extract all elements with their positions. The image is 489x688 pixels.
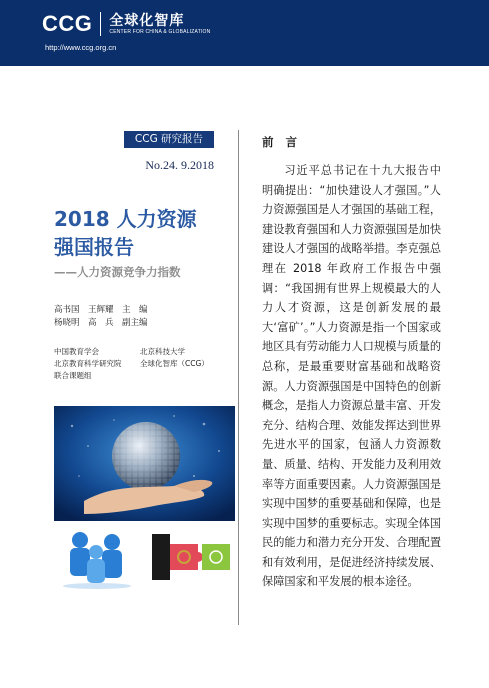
org-name: 北京教育科学研究院 [54,359,122,368]
editors-line: 杨晓明 高 兵 副主编 [54,318,148,328]
editors-block [54,304,148,330]
report-subtitle: ——人力资源竞争力指数 [54,265,181,279]
website-url: http://www.ccg.org.cn [45,43,117,52]
logo-en-text: CENTER FOR CHINA & GLOBALIZATION [109,28,211,35]
org-name: 中国教育学会 [54,347,99,356]
preface-body: 习近平总书记在十九大报告中明确提出：“加快建设人才强国。”人力资源强国是人才强国的基础工程，建设教育强国和人力资源强国是加快建设人才强国的战略举措。李克强总理在 2018 年政府工作报告中强调：“我国拥有世界上规模最大的人力人才资源，这是创新发展的最大‘富矿’。”人力资源是指一个国家或地区具有劳动能力人口规模与质量的总称，是最重要财富基础和战略资源。人力资源强国是中国特色的创新概念，是指人力资源总量丰富、开发充分、结构合理、效能发挥达到世界先进水平的国家，包涵人力资源数量、质量、结构、开发能力及利用效率等方面重要因素。人力资源强国是实现中国梦的重要基础和保障，也是实现中国梦的重要标志。实现全体国民的能力和潜力充分开发、合理配置和有效利用，是促进经济持续发展、保障国家和平发展的根本途径。 [262,164,442,589]
org-row [54,346,209,358]
logo-ccg-text: CCG [42,11,93,36]
organizations-block [54,346,209,382]
report-title [54,205,234,261]
logo-divider [100,12,101,36]
report-title-line2: 强国报告 [54,235,134,259]
org-name: 联合课题组 [54,371,92,380]
globe-in-hand-image [54,406,235,521]
logo-cn-text: 全球化智库 [109,12,185,29]
ccg-logo [42,11,210,37]
column-divider [238,130,239,625]
logo-right [109,13,210,36]
org-name: 全球化智库（CCG） [140,359,209,368]
org-name: 北京科技大学 [140,347,185,356]
report-title-line1: 2018 人力资源 [54,207,197,231]
preface-title: 前 言 [262,135,302,149]
report-series-badge: CCG 研究报告 [124,131,214,148]
org-row [54,370,209,382]
header-banner [0,0,489,66]
people-figures-image [54,526,140,591]
editors-line: 高书国 王辉耀 主 编 [54,305,148,315]
issue-number: No.24. 9.2018 [145,158,214,172]
org-row [54,358,209,370]
puzzle-pieces-image [146,526,235,591]
